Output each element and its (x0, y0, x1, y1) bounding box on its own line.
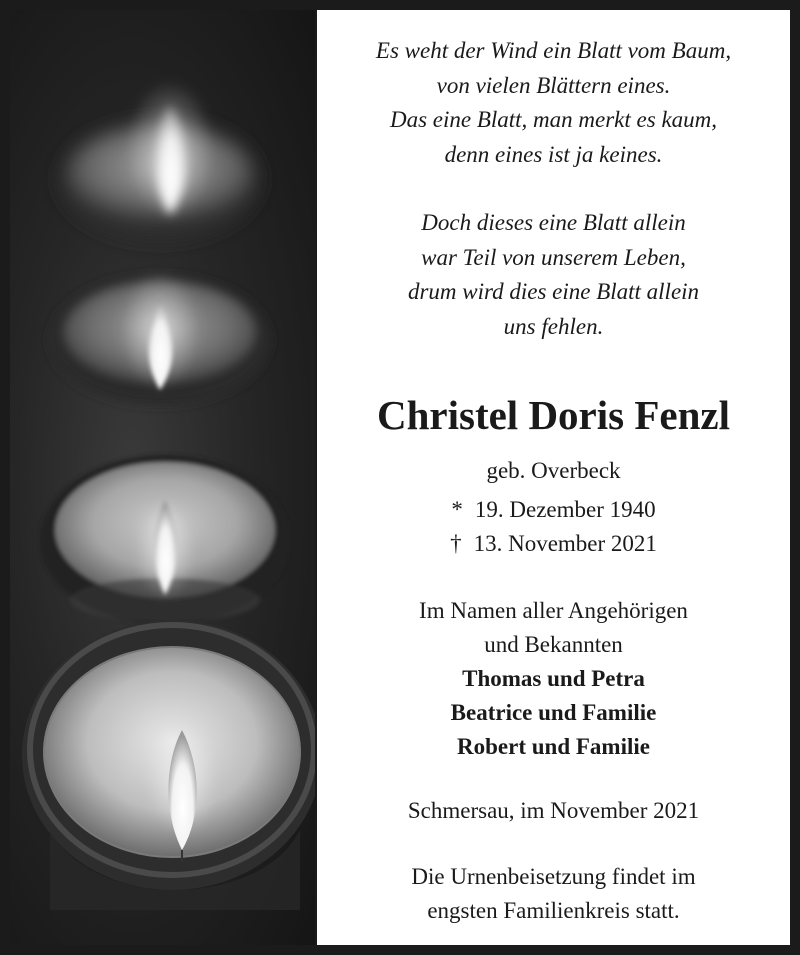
candles-photo (10, 10, 315, 945)
notice-line: engsten Familienkreis statt. (427, 898, 680, 923)
birth-name: geb. Overbeck (486, 458, 621, 483)
mourner-name: Thomas und Petra (462, 666, 645, 691)
poem-line: Doch dieses eine Blatt allein (421, 210, 686, 235)
place-and-date: Schmersau, im November 2021 (407, 798, 700, 823)
deceased-name: Christel Doris Fenzl (377, 392, 730, 438)
poem-line: von vielen Blättern eines. (436, 72, 671, 98)
poem-line: Das eine Blatt, man merkt es kaum, (389, 107, 718, 132)
mourners-intro: Im Namen aller Angehörigen (419, 598, 688, 623)
memorial-poem (317, 34, 790, 344)
poem-line: Es weht der Wind ein Blatt vom Baum, (375, 38, 732, 63)
death-date-line (317, 527, 790, 561)
candles-illustration (10, 10, 315, 945)
notice-line: Die Urnenbeisetzung findet im (411, 864, 696, 889)
mourner-name: Beatrice und Familie (450, 700, 657, 725)
obituary-text-panel (317, 10, 790, 945)
mourners-block (317, 594, 790, 764)
poem-line: drum wird dies eine Blatt allein (407, 279, 700, 304)
birth-symbol: * (451, 497, 463, 522)
burial-notice (317, 860, 790, 928)
poem-stanza-1 (317, 34, 790, 172)
poem-stanza-2 (317, 206, 790, 344)
life-dates (317, 493, 790, 561)
death-date: 13. November 2021 (473, 531, 657, 556)
mourners-intro: und Bekannten (484, 632, 623, 657)
poem-line: denn eines ist ja keines. (444, 141, 663, 167)
poem-line: war Teil von unserem Leben, (421, 244, 686, 270)
death-symbol: † (450, 531, 462, 556)
birth-date-line (317, 493, 790, 527)
birth-date: 19. Dezember 1940 (474, 497, 656, 522)
poem-line: uns fehlen. (503, 313, 604, 339)
mourner-name: Robert und Familie (457, 734, 650, 759)
